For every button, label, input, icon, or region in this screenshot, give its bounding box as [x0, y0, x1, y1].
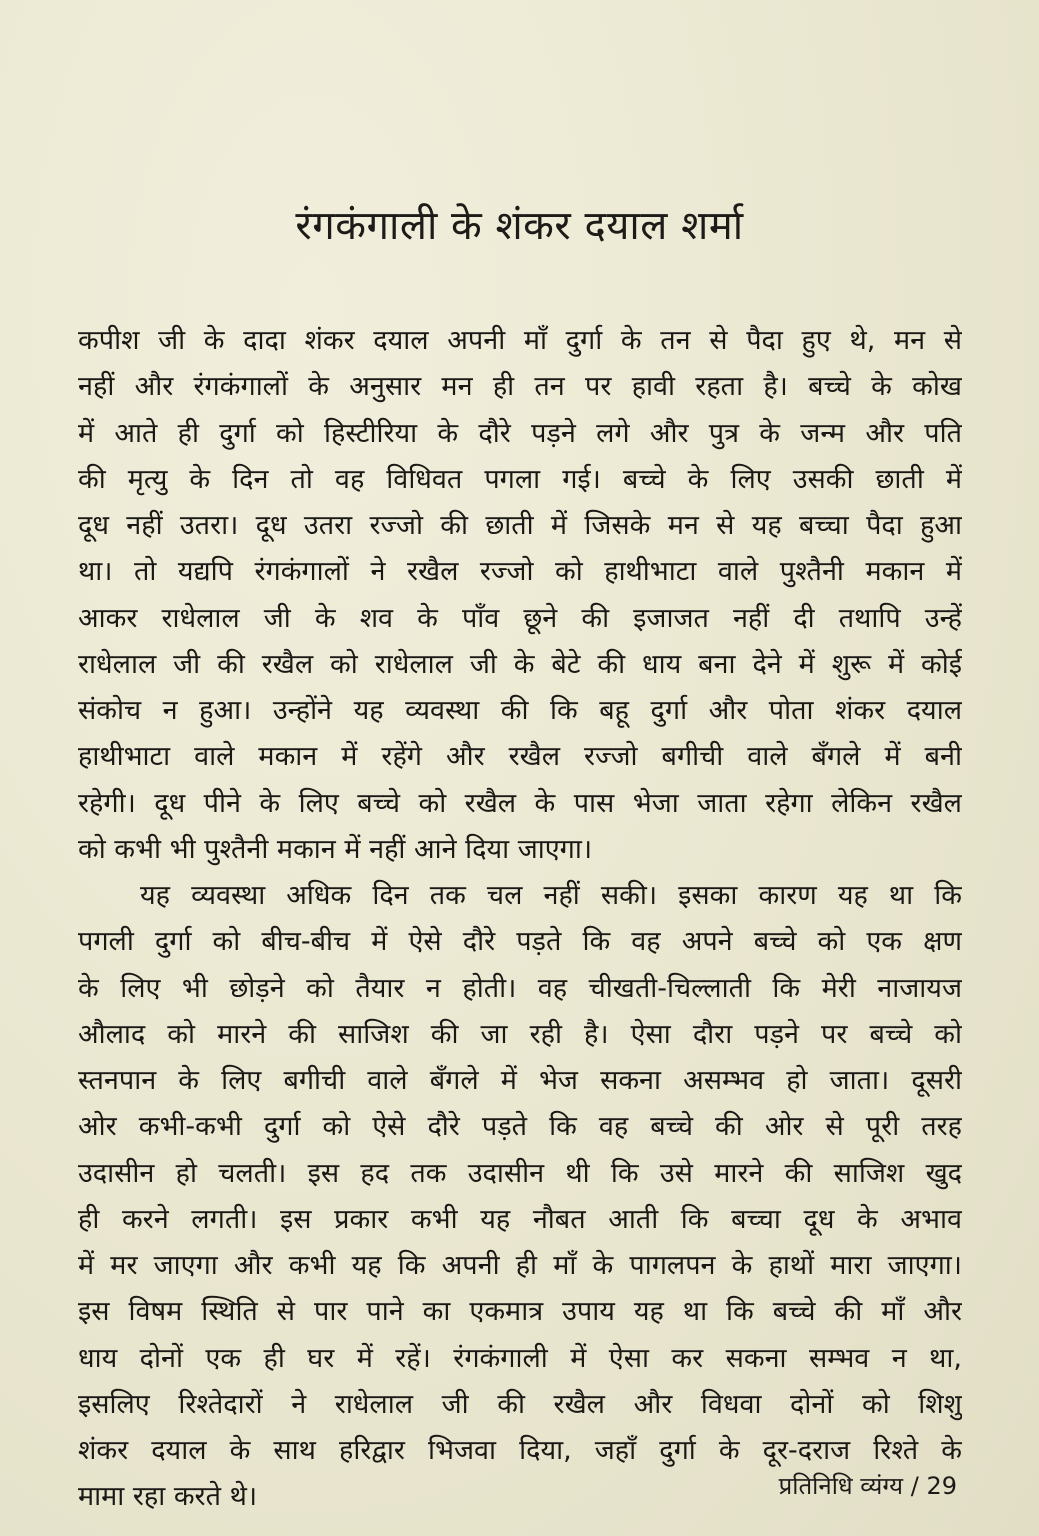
text-line: में मर जाएगा और कभी यह कि अपनी ही माँ के पागलपन के हाथों मारा जाएगा।	[78, 1250, 962, 1281]
text-line: धाय दोनों एक ही घर में रहें। रंगकंगाली में ऐसा कर सकना सम्भव न था,	[78, 1342, 962, 1374]
text-line: रहेगी। दूध पीने के लिए बच्चे को रखैल के पास भेजा जाता रहेगा लेकिन रखैल	[78, 787, 962, 819]
body-text	[78, 318, 962, 1521]
text-line: इसलिए रिश्तेदारों ने राधेलाल जी की रखैल और विधवा दोनों को शिशु	[78, 1388, 962, 1420]
text-line: राधेलाल जी की रखैल को राधेलाल जी के बेटे की धाय बना देने में शुरू में कोई	[78, 648, 962, 680]
paragraph-1	[78, 318, 962, 873]
page-title: रंगकंगाली के शंकर दयाल शर्मा	[295, 203, 744, 249]
text-line: कपीश जी के दादा शंकर दयाल अपनी माँ दुर्गा के तन से पैदा हुए थे, मन से	[78, 325, 962, 356]
text-line: मामा रहा करते थे।	[78, 1481, 258, 1513]
text-line: पगली दुर्गा को बीच-बीच में ऐसे दौरे पड़ते कि वह अपने बच्चे को एक क्षण	[78, 926, 962, 958]
text-line: शंकर दयाल के साथ हरिद्वार भिजवा दिया, जहाँ दुर्गा के दूर-दराज रिश्ते के	[78, 1435, 962, 1466]
text-line: के लिए भी छोड़ने को तैयार न होती। वह चीखती-चिल्लाती कि मेरी नाजायज	[78, 972, 962, 1004]
footer-separator: /	[903, 1472, 927, 1500]
text-line: यह व्यवस्था अधिक दिन तक चल नहीं सकी। इसका कारण यह था कि	[140, 880, 962, 911]
text-line: संकोच न हुआ। उन्होंने यह व्यवस्था की कि बहू दुर्गा और पोता शंकर दयाल	[78, 695, 962, 726]
text-line: इस विषम स्थिति से पार पाने का एकमात्र उपाय यह था कि बच्चे की माँ और	[78, 1296, 962, 1328]
text-line: था। तो यद्यपि रंगकंगालों ने रखैल रज्जो को हाथीभाटा वाले पुश्तैनी मकान में	[78, 556, 962, 588]
running-title: प्रतिनिधि व्यंग्य	[778, 1472, 904, 1500]
text-line: नहीं और रंगकंगालों के अनुसार मन ही तन पर हावी रहता है। बच्चे के कोख	[78, 371, 962, 403]
text-line: को कभी भी पुश्तैनी मकान में नहीं आने दिया जाएगा।	[78, 833, 593, 865]
text-line: आकर राधेलाल जी के शव के पाँव छूने की इजाजत नहीं दी तथापि उन्हें	[78, 602, 962, 634]
text-line: स्तनपान के लिए बगीची वाले बँगले में भेज सकना असम्भव हो जाता। दूसरी	[78, 1065, 962, 1096]
text-line: औलाद को मारने की साजिश की जा रही है। ऐसा दौरा पड़ने पर बच्चे को	[78, 1018, 962, 1050]
text-line: दूध नहीं उतरा। दूध उतरा रज्जो की छाती में जिसके मन से यह बच्चा पैदा हुआ	[78, 510, 962, 541]
text-line: में आते ही दुर्गा को हिस्टीरिया के दौरे पड़ने लगे और पुत्र के जन्म और पति	[78, 417, 962, 449]
page-number: 29	[926, 1472, 957, 1500]
text-line: उदासीन हो चलती। इस हद तक उदासीन थी कि उसे मारने की साजिश खुद	[78, 1157, 962, 1189]
text-line: हाथीभाटा वाले मकान में रहेंगे और रखैल रज्जो बगीची वाले बँगले में बनी	[78, 741, 962, 773]
paragraph-2	[78, 873, 962, 1521]
text-line: ओर कभी-कभी दुर्गा को ऐसे दौरे पड़ते कि वह बच्चे की ओर से पूरी तरह	[78, 1111, 962, 1143]
page-footer	[779, 1466, 957, 1506]
text-line: की मृत्यु के दिन तो वह विधिवत पगला गई। बच्चे के लिए उसकी छाती में	[78, 463, 962, 495]
text-line: ही करने लगती। इस प्रकार कभी यह नौबत आती कि बच्चा दूध के अभाव	[78, 1203, 962, 1235]
